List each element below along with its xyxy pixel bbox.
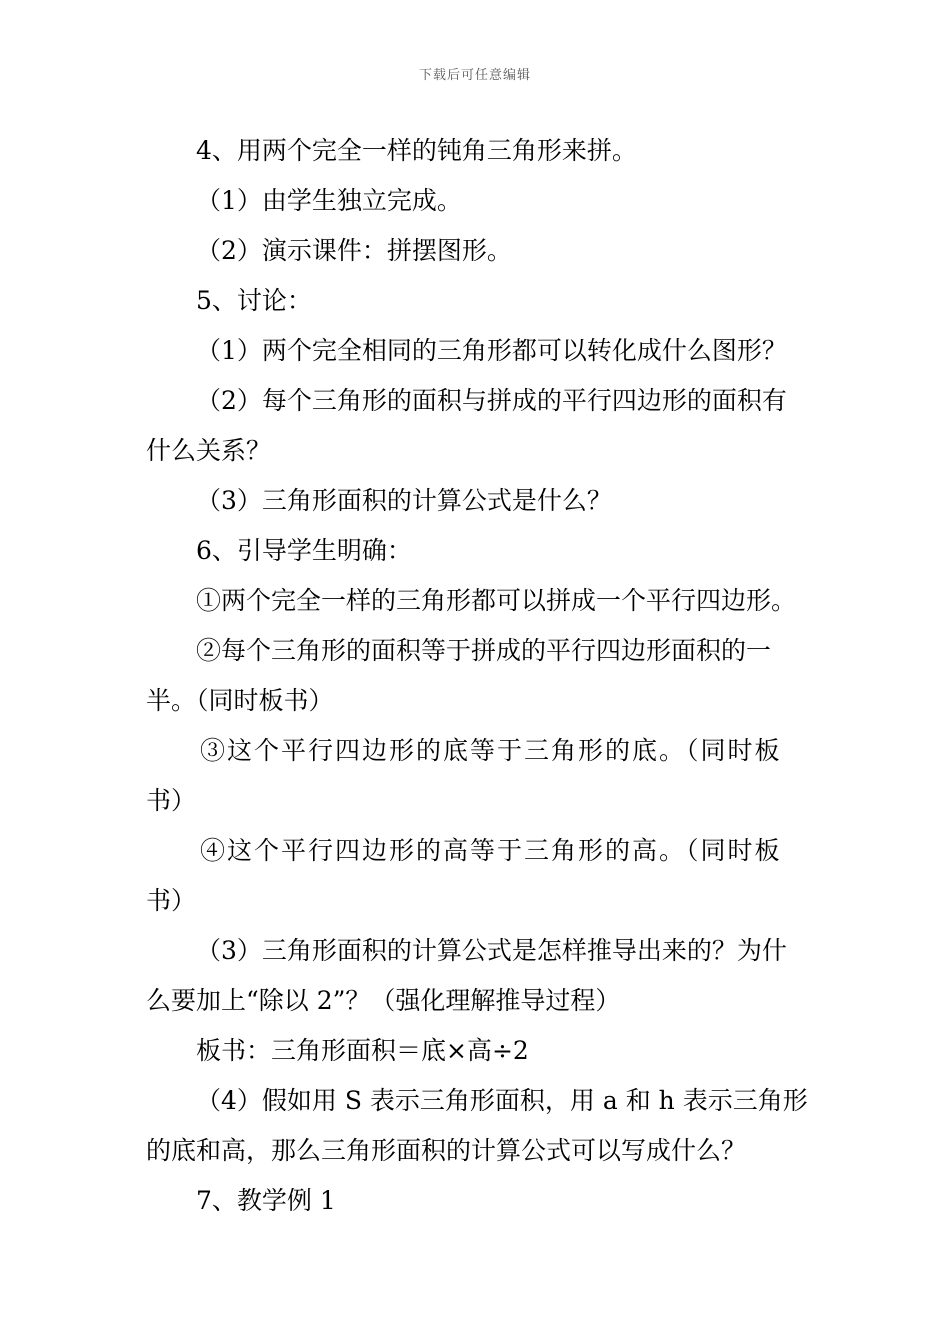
paragraph-line: （3）三角形面积的计算公式是怎样推导出来的？为什 — [196, 936, 787, 965]
paragraph-line: （4）假如用 S 表示三角形面积，用 a 和 h 表示三角形 — [196, 1086, 808, 1115]
paragraph-line: （1）由学生独立完成。 — [196, 186, 462, 215]
paragraph-line: 书） — [146, 786, 197, 815]
paragraph-line: 半。（同时板书） — [146, 686, 334, 715]
paragraph-line: （2）演示课件：拼摆图形。 — [196, 236, 512, 265]
paragraph-line: 7、教学例 1 — [196, 1186, 336, 1215]
page-header: 下载后可任意编辑 — [418, 68, 531, 83]
paragraph-line: 什么关系？ — [146, 436, 272, 465]
paragraph-line: （3）三角形面积的计算公式是什么？ — [196, 486, 612, 515]
paragraph-line: （1）两个完全相同的三角形都可以转化成什么图形？ — [196, 336, 787, 365]
paragraph-line: ①两个完全一样的三角形都可以拼成一个平行四边形。 — [196, 586, 797, 615]
paragraph-line: 4、用两个完全一样的钝角三角形来拼。 — [196, 136, 637, 165]
paragraph-line: 么要加上“除以 2”？（强化理解推导过程） — [146, 986, 621, 1015]
paragraph-line: 书） — [146, 886, 197, 915]
paragraph-line: 6、引导学生明确： — [196, 536, 412, 565]
paragraph-line: 板书：三角形面积＝底×高÷2 — [196, 1036, 529, 1065]
paragraph-line: 5、讨论： — [196, 286, 312, 315]
paragraph-line: ③这个平行四边形的底等于三角形的底。（同时板 — [200, 736, 782, 765]
paragraph-line: 的底和高，那么三角形面积的计算公式可以写成什么？ — [146, 1136, 747, 1165]
paragraph-line: ④这个平行四边形的高等于三角形的高。（同时板 — [200, 836, 782, 865]
paragraph-line: ②每个三角形的面积等于拼成的平行四边形面积的一 — [196, 636, 772, 665]
paragraph-line: （2）每个三角形的面积与拼成的平行四边形的面积有 — [196, 386, 787, 415]
